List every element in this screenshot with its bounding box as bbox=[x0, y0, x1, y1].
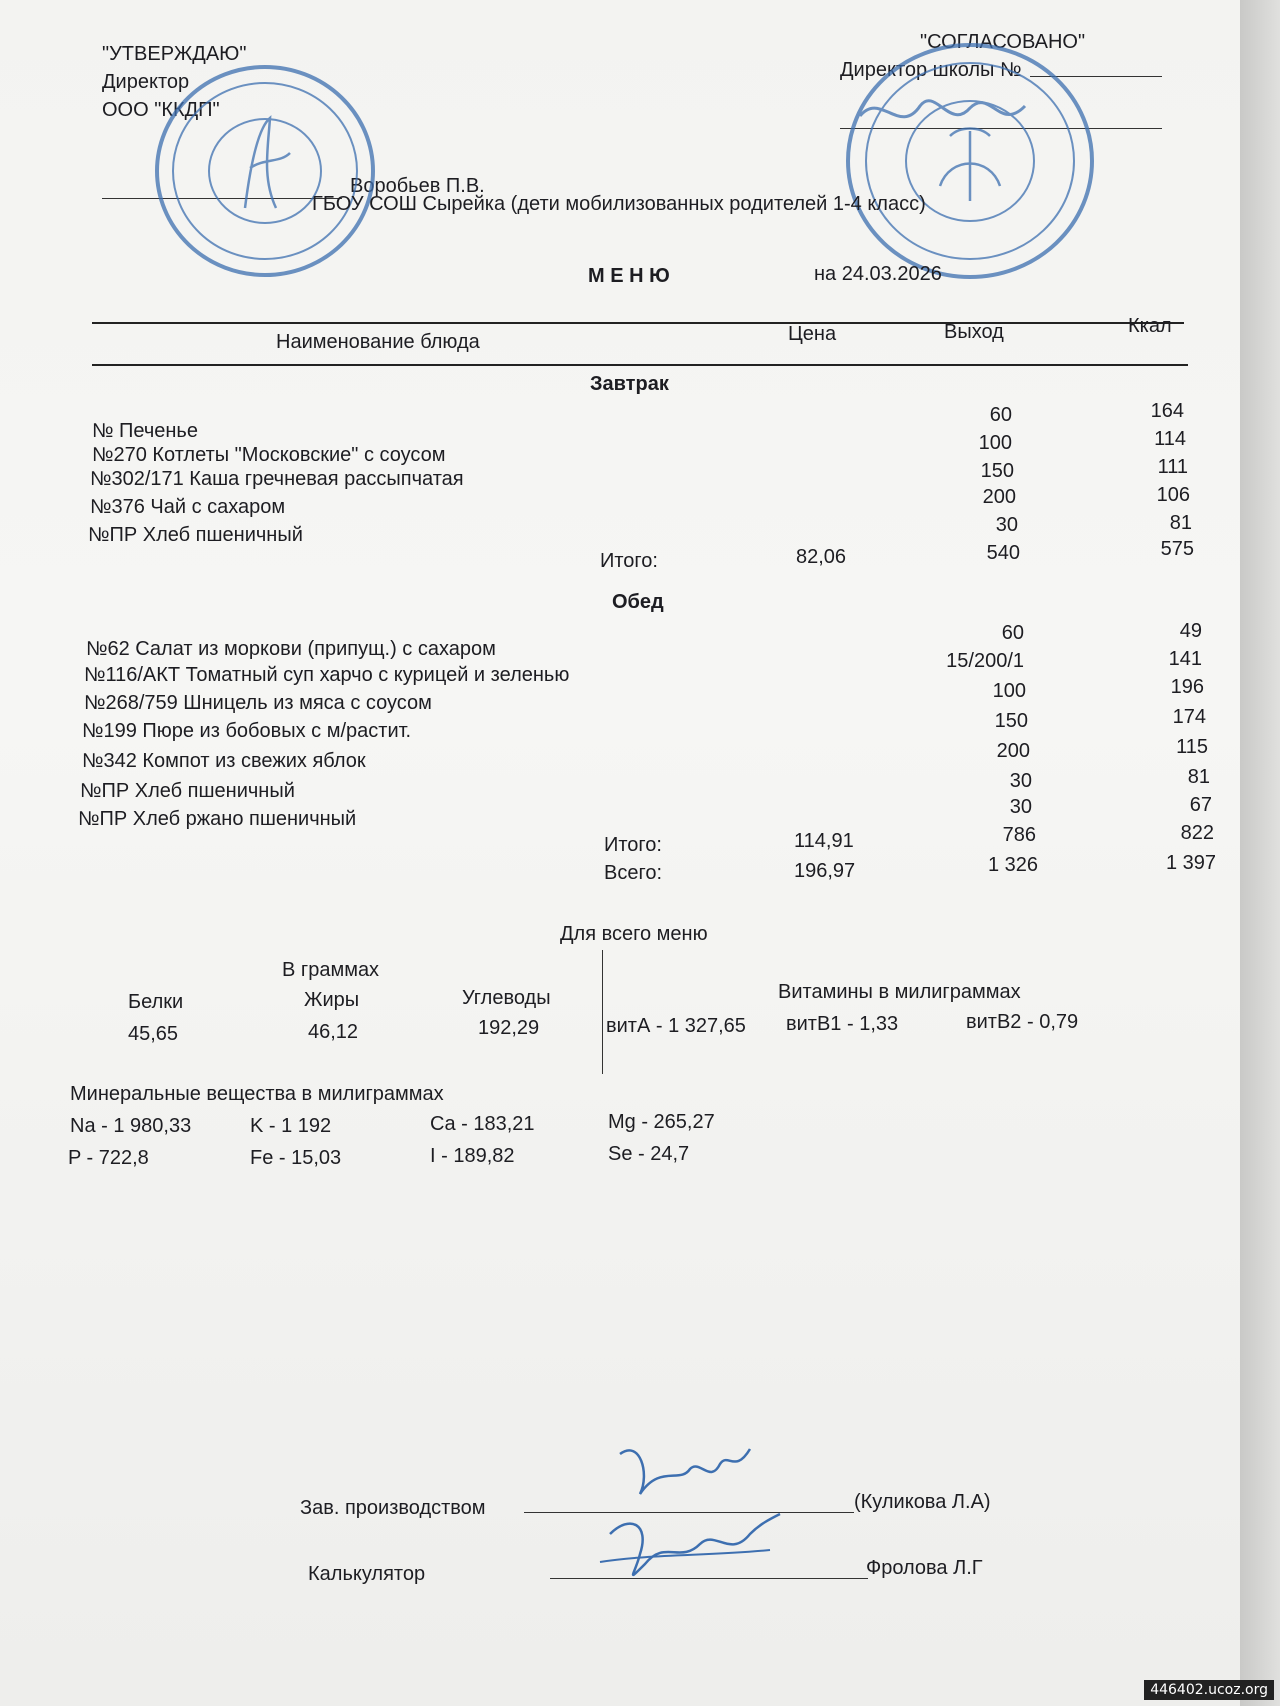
mineral-mg: Mg - 265,27 bbox=[608, 1111, 715, 1133]
mineral-p: P - 722,8 bbox=[68, 1147, 149, 1169]
dish-kcal: 81 bbox=[1187, 766, 1210, 788]
section-total-row bbox=[0, 822, 1240, 862]
dish-yield: 200 bbox=[996, 740, 1030, 762]
approve-position: Директор bbox=[102, 71, 190, 93]
protein-label: Белки bbox=[128, 991, 184, 1013]
table-row bbox=[0, 400, 1240, 446]
dish-kcal: 114 bbox=[1154, 428, 1186, 450]
dish-kcal: 106 bbox=[1156, 484, 1190, 506]
table-row bbox=[0, 676, 1240, 722]
school-seal-stamp bbox=[840, 36, 1100, 286]
dish-name: №62 Салат из моркови (припущ.) с сахаром bbox=[86, 638, 496, 660]
total-price: 114,91 bbox=[794, 830, 854, 852]
dish-yield: 30 bbox=[1009, 796, 1032, 818]
section-title-breakfast: Завтрак bbox=[590, 373, 669, 395]
grand-total-kcal: 1 397 bbox=[1165, 852, 1216, 874]
dish-yield: 150 bbox=[994, 710, 1028, 732]
dish-kcal: 67 bbox=[1189, 794, 1212, 816]
dish-kcal: 49 bbox=[1179, 620, 1202, 642]
protein-value: 45,65 bbox=[128, 1023, 179, 1045]
section-total-row bbox=[0, 538, 1240, 578]
dish-kcal: 111 bbox=[1157, 456, 1188, 478]
dish-yield: 100 bbox=[978, 432, 1012, 454]
production-name: (Куликова Л.А) bbox=[854, 1491, 991, 1513]
production-handwritten-signature bbox=[610, 1434, 760, 1514]
dish-name: №268/759 Шницель из мяса с соусом bbox=[84, 692, 432, 714]
dish-kcal: 174 bbox=[1172, 706, 1206, 728]
dish-yield: 30 bbox=[1009, 770, 1032, 792]
column-name-header: Наименование блюда bbox=[276, 331, 480, 353]
company-seal-stamp bbox=[150, 58, 380, 284]
mineral-k: K - 1 192 bbox=[250, 1115, 332, 1137]
dish-name: № Печенье bbox=[92, 420, 198, 442]
site-watermark: 446402.ucoz.org bbox=[1144, 1680, 1274, 1700]
dish-yield: 15/200/1 bbox=[946, 650, 1024, 672]
approve-org: ООО "ККДП" bbox=[102, 99, 220, 121]
production-label: Зав. производством bbox=[300, 1497, 486, 1519]
calculator-name: Фролова Л.Г bbox=[866, 1557, 983, 1579]
table-row bbox=[0, 456, 1240, 498]
carbs-value: 192,29 bbox=[478, 1017, 540, 1039]
column-yield-header: Выход bbox=[944, 321, 1004, 343]
grand-total-yield: 1 326 bbox=[987, 854, 1038, 876]
total-price: 82,06 bbox=[796, 546, 847, 568]
dish-name: №ПР Хлеб пшеничный bbox=[80, 780, 295, 802]
minerals-heading: Минеральные вещества в милиграммах bbox=[70, 1083, 444, 1105]
total-yield: 786 bbox=[1002, 824, 1036, 846]
approve-title: "УТВЕРЖДАЮ" bbox=[102, 43, 247, 65]
dish-kcal: 164 bbox=[1150, 400, 1184, 422]
dish-yield: 150 bbox=[980, 460, 1014, 482]
grams-heading: В граммах bbox=[282, 959, 380, 981]
mineral-ca: Ca - 183,21 bbox=[430, 1113, 535, 1135]
dish-name: №199 Пюре из бобовых с м/растит. bbox=[82, 720, 412, 742]
total-kcal: 575 bbox=[1160, 538, 1194, 560]
table-header-rule bbox=[92, 364, 1188, 366]
dish-yield: 200 bbox=[982, 486, 1016, 508]
menu-title: М Е Н Ю bbox=[588, 265, 670, 287]
dish-yield: 60 bbox=[1001, 622, 1024, 644]
agree-title: "СОГЛАСОВАНО" bbox=[920, 31, 1086, 53]
calculator-handwritten-signature bbox=[590, 1504, 790, 1594]
paper-edge-shadow bbox=[1240, 0, 1280, 1706]
vitamin-a: витА - 1 327,65 bbox=[606, 1015, 746, 1037]
column-kcal-header: Ккал bbox=[1128, 315, 1172, 337]
table-row bbox=[0, 794, 1240, 836]
total-yield: 540 bbox=[986, 542, 1020, 564]
dish-kcal: 196 bbox=[1170, 676, 1204, 698]
approve-signer: Воробьев П.В. bbox=[350, 175, 485, 197]
dish-yield: 100 bbox=[992, 680, 1026, 702]
mineral-na: Na - 1 980,33 bbox=[70, 1115, 192, 1137]
section-title-lunch: Обед bbox=[612, 591, 664, 613]
school-name: ГБОУ СОШ Сырейка (дети мобилизованных родителей 1-4 класс) bbox=[312, 193, 926, 215]
dish-kcal: 81 bbox=[1169, 512, 1192, 534]
total-kcal: 822 bbox=[1180, 822, 1214, 844]
dish-name: №116/АКТ Томатный суп харчо с курицей и зеленью bbox=[84, 664, 570, 686]
dish-name: №270 Котлеты "Московские" с соусом bbox=[92, 444, 446, 466]
vitamins-heading: Витамины в милиграммах bbox=[778, 981, 1021, 1003]
agree-position: Директор школы № bbox=[840, 59, 1022, 81]
table-row bbox=[0, 766, 1240, 808]
nutrition-divider bbox=[602, 950, 603, 1074]
mineral-fe: Fe - 15,03 bbox=[250, 1147, 342, 1169]
mineral-se: Se - 24,7 bbox=[608, 1143, 690, 1165]
table-row bbox=[0, 484, 1240, 526]
dish-kcal: 115 bbox=[1176, 736, 1208, 758]
dish-kcal: 141 bbox=[1168, 648, 1202, 670]
dish-yield: 30 bbox=[995, 514, 1018, 536]
carbs-label: Углеводы bbox=[462, 987, 551, 1009]
mineral-i: I - 189,82 bbox=[430, 1145, 515, 1167]
dish-yield: 60 bbox=[989, 404, 1012, 426]
menu-date: на 24.03.2026 bbox=[814, 263, 942, 285]
fat-value: 46,12 bbox=[308, 1021, 359, 1043]
table-row bbox=[0, 706, 1240, 752]
column-price-header: Цена bbox=[788, 323, 837, 345]
dish-name: №342 Компот из свежих яблок bbox=[82, 750, 366, 772]
dish-name: №ПР Хлеб ржано пшеничный bbox=[78, 808, 357, 830]
vitamin-b1: витВ1 - 1,33 bbox=[786, 1013, 899, 1035]
calculator-label: Калькулятор bbox=[308, 1563, 426, 1585]
table-top-rule bbox=[92, 322, 1184, 324]
grand-total-price: 196,97 bbox=[794, 860, 856, 882]
total-label: Итого: bbox=[604, 834, 662, 856]
grand-total-row bbox=[0, 852, 1240, 890]
grand-total-label: Всего: bbox=[604, 862, 662, 884]
nutrition-heading: Для всего меню bbox=[560, 923, 708, 945]
fat-label: Жиры bbox=[304, 989, 360, 1011]
table-row bbox=[0, 736, 1240, 780]
dish-name: №ПР Хлеб пшеничный bbox=[88, 524, 303, 546]
dish-name: №376 Чай с сахаром bbox=[90, 496, 286, 518]
table-row bbox=[0, 620, 1240, 666]
dish-name: №302/171 Каша гречневая рассыпчатая bbox=[90, 468, 464, 490]
vitamin-b2: витВ2 - 0,79 bbox=[966, 1011, 1079, 1033]
total-label: Итого: bbox=[600, 550, 658, 572]
